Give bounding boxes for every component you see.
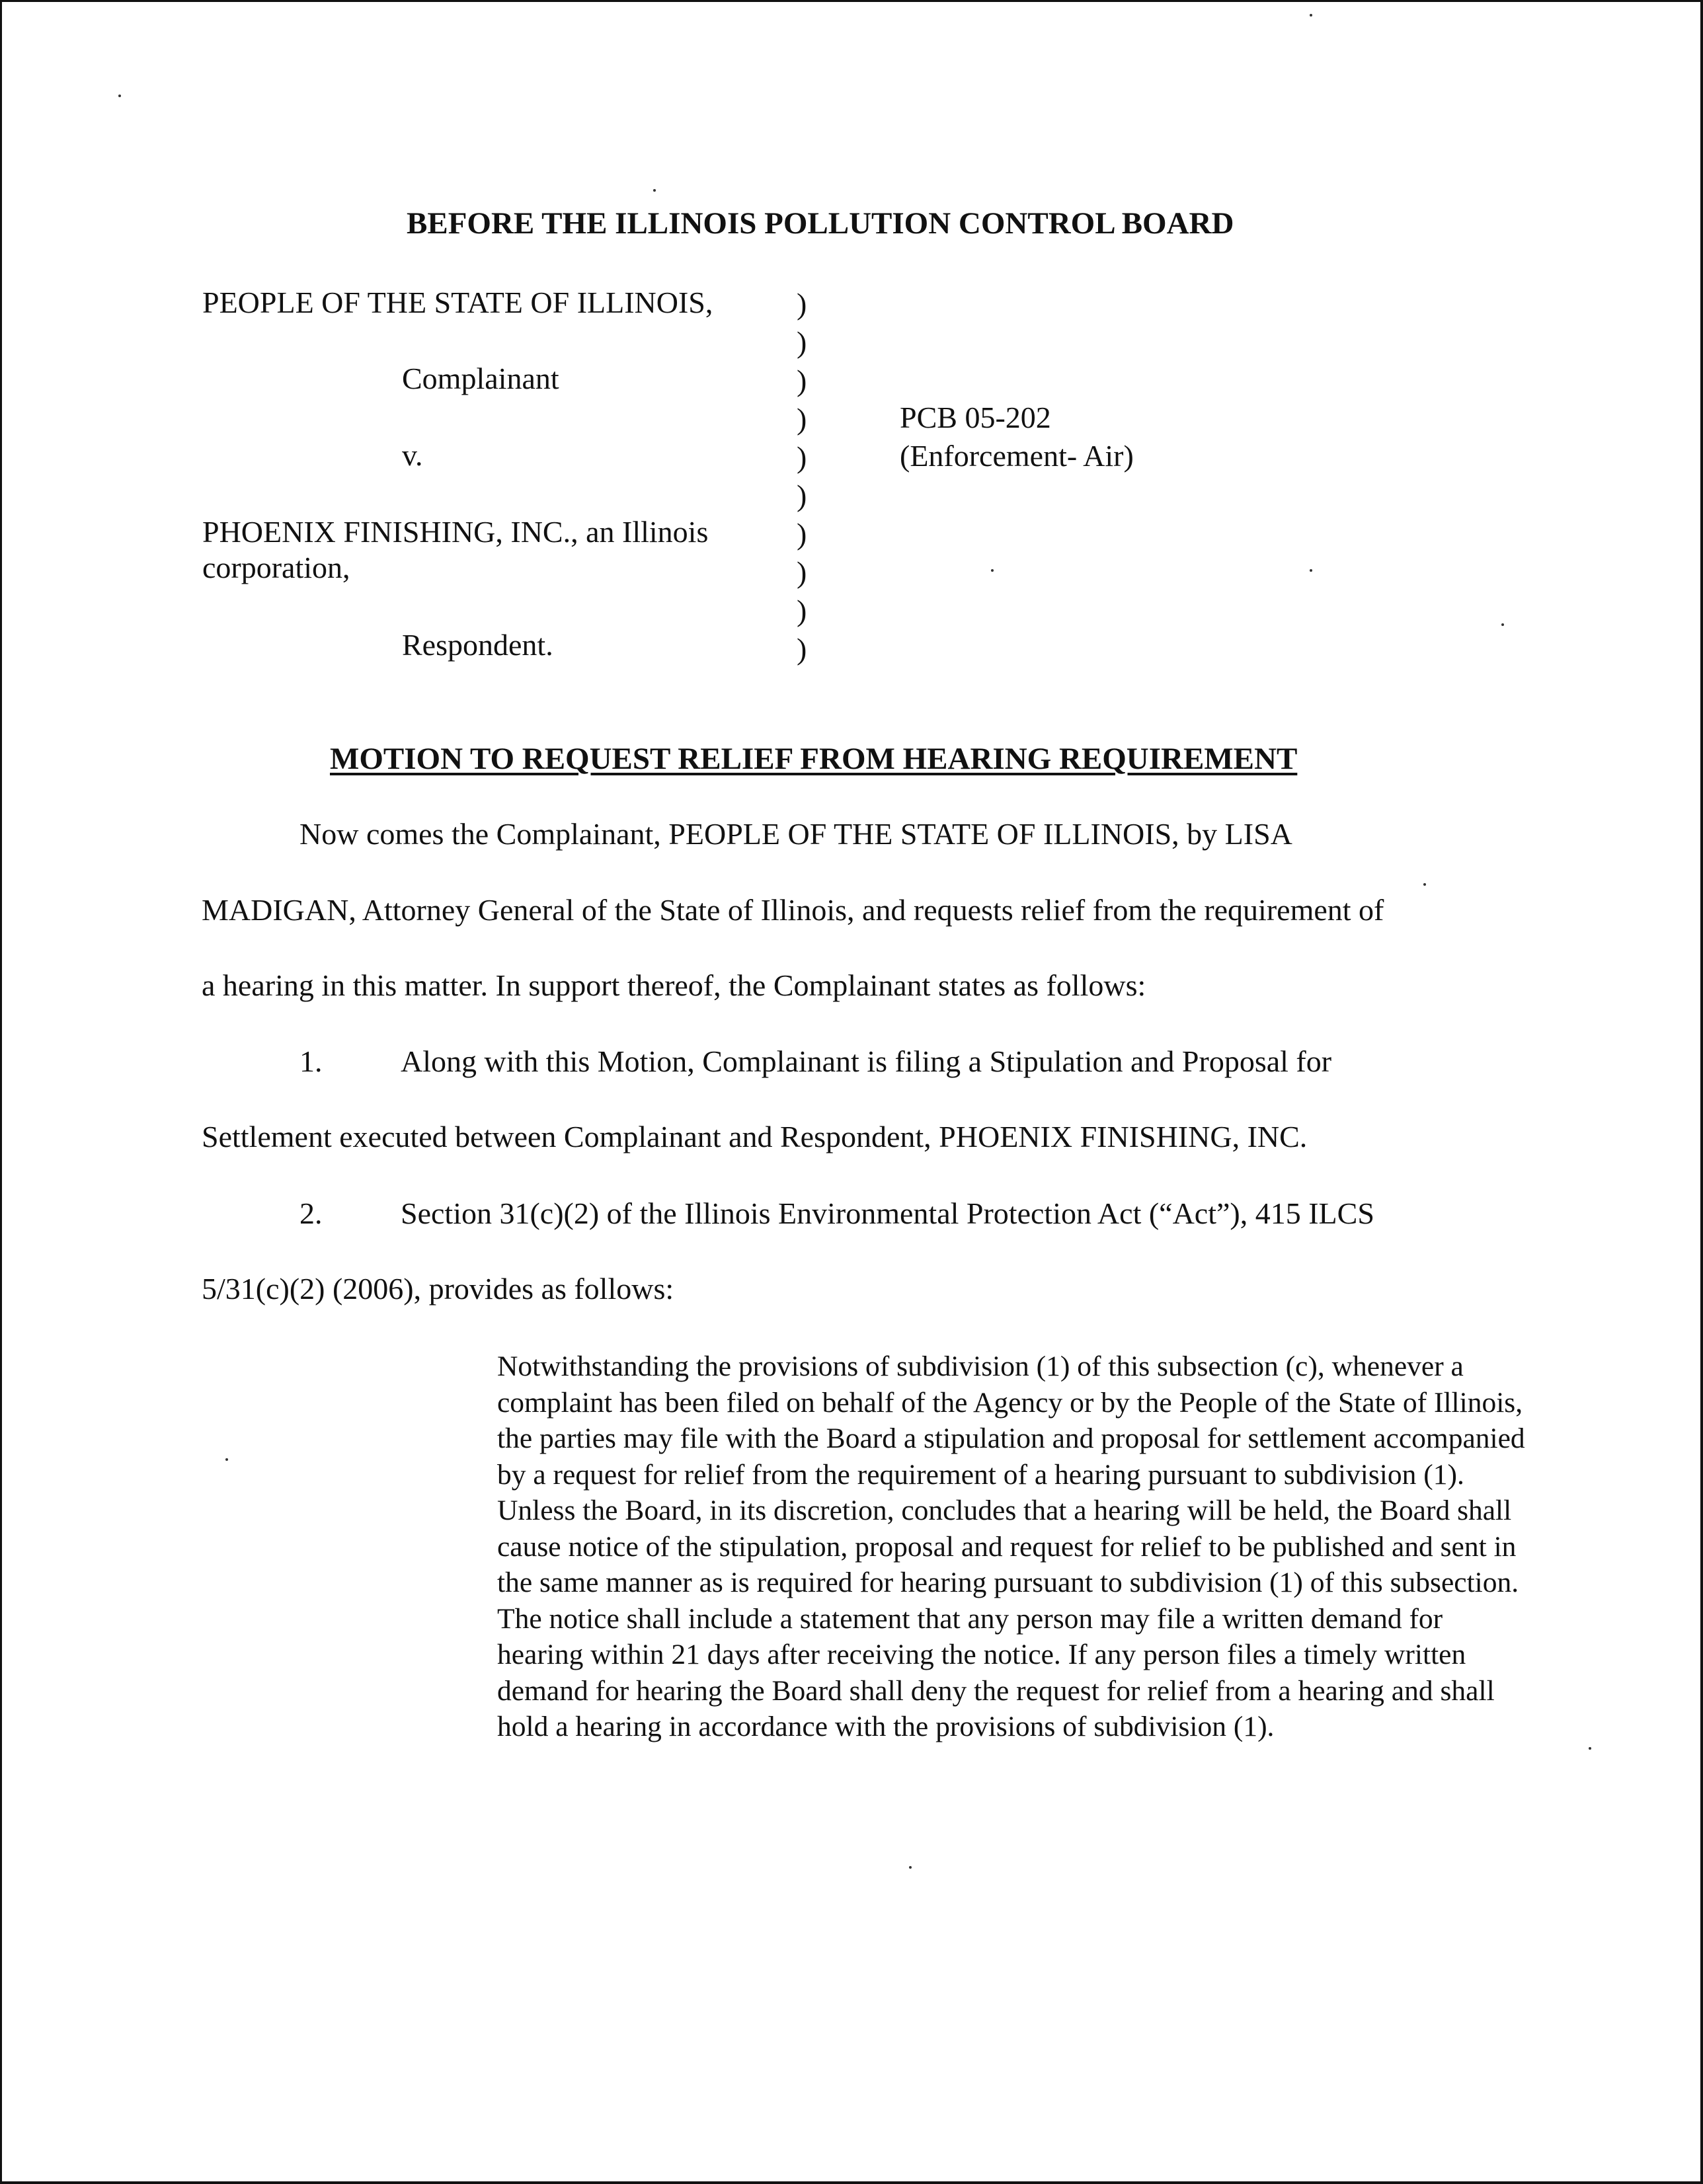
plaintiff-name: PEOPLE OF THE STATE OF ILLINOIS, <box>202 286 713 319</box>
defendant-name-line1: PHOENIX FINISHING, INC., an Illinois <box>202 515 709 549</box>
item-2-line-1: Section 31(c)(2) of the Illinois Environmental Protection Act (“Act”), 415 ILCS <box>401 1196 1374 1230</box>
caption-paren: ) <box>797 325 807 359</box>
defendant-name-line2: corporation, <box>202 551 350 584</box>
intro-line-2: MADIGAN, Attorney General of the State of Illinois, and requests relief from the requirement of <box>202 893 1384 927</box>
intro-line-3: a hearing in this matter. In support thereof, the Complainant states as follows: <box>202 968 1146 1002</box>
caption-paren: ) <box>797 440 807 474</box>
caption-paren: ) <box>797 594 807 627</box>
scan-speck <box>653 189 656 192</box>
plaintiff-role: Complainant <box>402 362 559 395</box>
motion-title: MOTION TO REQUEST RELIEF FROM HEARING REQUIREMENT <box>330 742 1298 776</box>
item-2-number: 2. <box>299 1196 323 1230</box>
item-1-line-1: Along with this Motion, Complainant is filing a Stipulation and Proposal for <box>401 1044 1332 1078</box>
scan-speck <box>1589 1747 1591 1750</box>
item-1-number: 1. <box>299 1044 323 1078</box>
scan-speck <box>1501 623 1504 626</box>
versus-label: v. <box>402 438 423 472</box>
statute-block-quote: Notwithstanding the provisions of subdivision (1) of this subsection (c), whenever a complaint has been filed on behalf of the Agency or by the People of the State of Illinois, the parties may file with the Board a stipulation and proposal for settlement accompanied by a request for relief from the requirement of a hearing pursuant to subdivision (1). Unless the Board, in its discretion, concludes that a hearing will be held, the Board shall cause notice of the stipulation, proposal and request for relief to be published and sent in the same manner as is required for hearing pursuant to subdivision (1) of this subsection. The notice shall include a statement that any person may file a written demand for hearing within 21 days after receiving the notice. If any person files a timely written demand for hearing the Board shall deny the request for relief from a hearing and shall hold a hearing in accordance with the provisions of subdivision (1). <box>497 1350 1525 1742</box>
caption-paren-column <box>797 285 807 668</box>
caption-paren: ) <box>797 364 807 397</box>
caption-paren: ) <box>797 555 807 589</box>
scan-speck <box>1310 569 1312 572</box>
intro-line-1: Now comes the Complainant, PEOPLE OF THE STATE OF ILLINOIS, by LISA <box>299 817 1292 851</box>
item-1-line-2: Settlement executed between Complainant and Respondent, PHOENIX FINISHING, INC. <box>202 1120 1308 1153</box>
court-heading: BEFORE THE ILLINOIS POLLUTION CONTROL BOARD <box>407 206 1234 241</box>
scan-speck <box>118 95 121 97</box>
scan-speck <box>1423 883 1426 886</box>
scan-speck <box>991 569 994 572</box>
caption-paren: ) <box>797 287 807 321</box>
scan-speck <box>225 1458 228 1461</box>
case-type: (Enforcement- Air) <box>900 439 1134 473</box>
scan-speck <box>909 1866 912 1869</box>
caption-paren: ) <box>797 479 807 512</box>
caption-paren: ) <box>797 402 807 436</box>
scan-speck <box>1310 14 1312 17</box>
case-number: PCB 05-202 <box>900 401 1051 434</box>
item-2-line-2: 5/31(c)(2) (2006), provides as follows: <box>202 1272 674 1306</box>
caption-paren: ) <box>797 632 807 666</box>
defendant-role: Respondent. <box>402 628 553 662</box>
caption-paren: ) <box>797 517 807 551</box>
